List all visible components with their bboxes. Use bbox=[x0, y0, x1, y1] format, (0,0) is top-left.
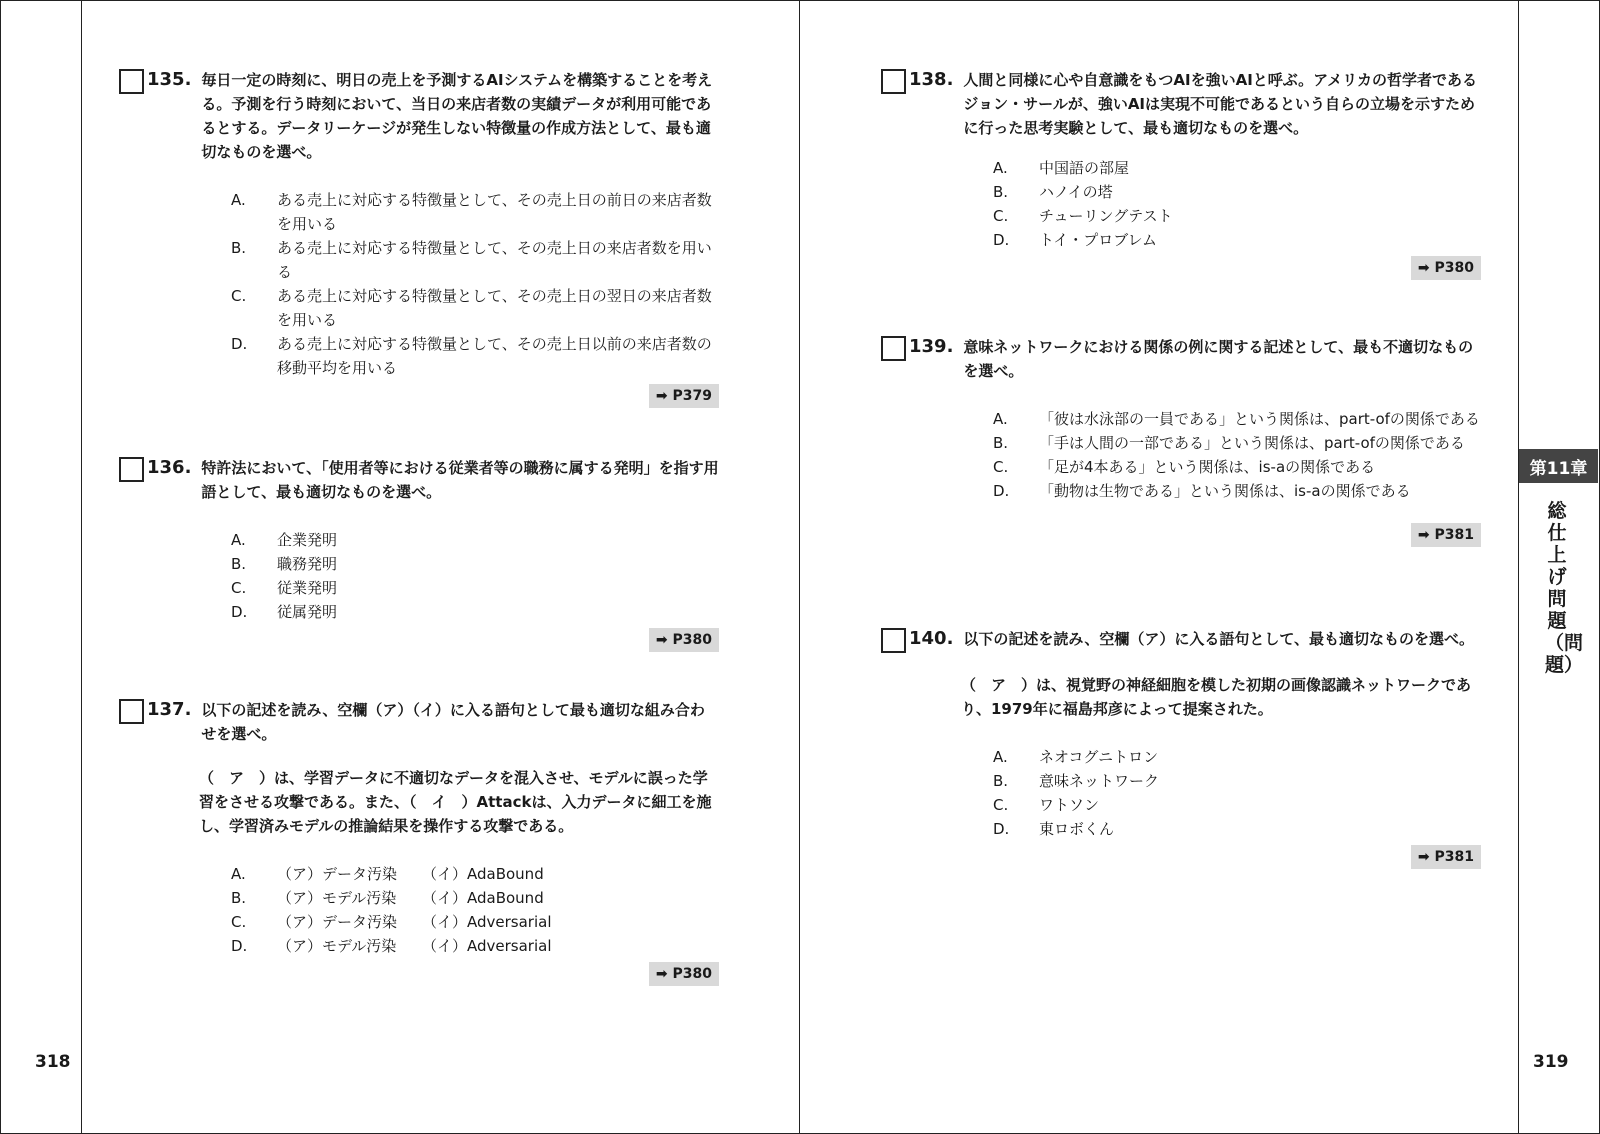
question-number: 139. bbox=[909, 336, 954, 357]
answer-option bbox=[230, 528, 719, 552]
question-139 bbox=[881, 335, 1481, 547]
answer-option bbox=[230, 576, 719, 600]
option-text: ワトソン bbox=[1039, 796, 1100, 814]
option-label: D. bbox=[993, 231, 1010, 249]
answer-option bbox=[992, 455, 1481, 479]
question-checkbox[interactable] bbox=[119, 699, 144, 724]
option-label: D. bbox=[231, 335, 248, 353]
question-136 bbox=[119, 456, 719, 652]
question-text: 人間と同様に心や自意識をもつAIを強いAIと呼ぶ。アメリカの哲学者であるジョン・サールが、強いAIは実現不可能であるという自らの立場を示すために行った思考実験として、最も適切なものを選べ。 bbox=[963, 71, 1478, 137]
option-label: C. bbox=[993, 458, 1009, 476]
option-a-term: （ア）データ汚染 bbox=[277, 913, 398, 931]
option-i-term: （イ）AdaBound bbox=[422, 865, 544, 883]
option-label: B. bbox=[993, 434, 1009, 452]
option-i-term: （イ）Adversarial bbox=[422, 937, 552, 955]
option-text: ネオコグニトロン bbox=[1039, 748, 1159, 766]
option-label: D. bbox=[231, 603, 248, 621]
question-number: 135. bbox=[147, 69, 192, 90]
question-number: 138. bbox=[909, 69, 954, 90]
answer-option bbox=[230, 188, 719, 236]
answer-option bbox=[992, 156, 1481, 180]
option-label: C. bbox=[231, 579, 247, 597]
option-label: D. bbox=[993, 482, 1010, 500]
option-label: A. bbox=[231, 865, 246, 883]
page-reference[interactable]: ➡ P381 bbox=[1411, 845, 1481, 869]
option-text: 企業発明 bbox=[277, 531, 338, 549]
answer-option bbox=[992, 204, 1481, 228]
option-text: ハノイの塔 bbox=[1039, 183, 1113, 201]
option-label: A. bbox=[993, 410, 1008, 428]
option-text: 職務発明 bbox=[277, 555, 338, 573]
chapter-tab: 第11章 bbox=[1519, 449, 1598, 483]
answer-options bbox=[230, 862, 719, 958]
answer-option bbox=[992, 180, 1481, 204]
option-label: B. bbox=[231, 555, 247, 573]
page-reference[interactable]: ➡ P380 bbox=[1411, 256, 1481, 280]
page-reference[interactable]: ➡ P380 bbox=[649, 628, 719, 652]
option-text: ある売上に対応する特徴量として、その売上日の前日の来店者数を用いる bbox=[277, 191, 712, 233]
left-margin-rule bbox=[81, 0, 82, 1134]
answer-option bbox=[230, 910, 719, 934]
answer-option bbox=[992, 407, 1481, 431]
answer-options bbox=[992, 745, 1481, 841]
answer-option bbox=[230, 236, 719, 284]
question-text: 以下の記述を読み、空欄（ア）に入る語句として、最も適切なものを選べ。 bbox=[963, 630, 1475, 648]
option-label: C. bbox=[231, 913, 247, 931]
answer-option bbox=[230, 934, 719, 958]
answer-option bbox=[992, 228, 1481, 252]
spine-rule bbox=[799, 0, 800, 1134]
option-text: ある売上に対応する特徴量として、その売上日の来店者数を用いる bbox=[277, 239, 712, 281]
answer-option bbox=[992, 479, 1481, 503]
right-margin-rule bbox=[1518, 0, 1519, 1134]
option-label: B. bbox=[231, 889, 247, 907]
answer-option bbox=[230, 332, 719, 380]
answer-options bbox=[992, 156, 1481, 252]
question-text: 特許法において、「使用者等における従業者等の職務に属する発明」を指す用語として、最も適切なものを選べ。 bbox=[201, 459, 719, 501]
option-text: 「動物は生物である」という関係は、is-aの関係である bbox=[1039, 482, 1411, 500]
page-reference[interactable]: ➡ P380 bbox=[649, 962, 719, 986]
question-checkbox[interactable] bbox=[119, 457, 144, 482]
option-text: 「彼は水泳部の一員である」という関係は、part-ofの関係である bbox=[1039, 410, 1480, 428]
answer-option bbox=[230, 886, 719, 910]
option-label: B. bbox=[993, 772, 1009, 790]
page-reference[interactable]: ➡ P381 bbox=[1411, 523, 1481, 547]
option-i-term: （イ）Adversarial bbox=[422, 913, 552, 931]
option-text: 「足が4本ある」という関係は、is-aの関係である bbox=[1039, 458, 1376, 476]
answer-option bbox=[230, 600, 719, 624]
question-text: 意味ネットワークにおける関係の例に関する記述として、最も不適切なものを選べ。 bbox=[963, 338, 1474, 380]
option-label: C. bbox=[993, 796, 1009, 814]
question-137 bbox=[119, 698, 719, 986]
option-text: 従業発明 bbox=[277, 579, 338, 597]
question-140 bbox=[881, 627, 1481, 869]
option-text: ある売上に対応する特徴量として、その売上日の翌日の来店者数を用いる bbox=[277, 287, 712, 329]
answer-option bbox=[992, 769, 1481, 793]
right-page-number: 319 bbox=[1533, 1052, 1569, 1072]
option-text: チューリングテスト bbox=[1039, 207, 1173, 225]
answer-options bbox=[230, 188, 719, 380]
option-text: ある売上に対応する特徴量として、その売上日以前の来店者数の移動平均を用いる bbox=[277, 335, 712, 377]
question-135 bbox=[119, 68, 719, 408]
question-passage: （ ア ）は、学習データに不適切なデータを混入させ、モデルに誤った学習をさせる攻撃である。また、（ イ ）Attackは、入力データに細工を施し、学習済みモデルの推論結果を操作する攻撃である。 bbox=[199, 769, 712, 835]
option-text: 中国語の部屋 bbox=[1039, 159, 1130, 177]
option-label: C. bbox=[993, 207, 1009, 225]
side-title: 総仕上げ問題（問題） bbox=[1545, 500, 1584, 676]
answer-options bbox=[992, 407, 1481, 503]
option-text: トイ・プロブレム bbox=[1039, 231, 1158, 249]
question-checkbox[interactable] bbox=[881, 628, 906, 653]
question-number: 137. bbox=[147, 699, 192, 720]
page-reference[interactable]: ➡ P379 bbox=[649, 384, 719, 408]
question-checkbox[interactable] bbox=[881, 336, 906, 361]
question-passage: （ ア ）は、視覚野の神経細胞を模した初期の画像認識ネットワークであり、1979年に福島邦彦によって提案された。 bbox=[961, 676, 1472, 718]
option-a-term: （ア）モデル汚染 bbox=[277, 889, 397, 907]
option-label: A. bbox=[231, 191, 246, 209]
answer-option bbox=[230, 552, 719, 576]
left-page-number: 318 bbox=[35, 1052, 71, 1072]
option-a-term: （ア）データ汚染 bbox=[277, 865, 398, 883]
answer-option bbox=[992, 817, 1481, 841]
option-label: A. bbox=[993, 159, 1008, 177]
question-checkbox[interactable] bbox=[881, 69, 906, 94]
option-label: A. bbox=[231, 531, 246, 549]
option-text: 「手は人間の一部である」という関係は、part-ofの関係である bbox=[1039, 434, 1465, 452]
option-label: D. bbox=[993, 820, 1010, 838]
option-a-term: （ア）モデル汚染 bbox=[277, 937, 397, 955]
answer-option bbox=[992, 793, 1481, 817]
answer-options bbox=[230, 528, 719, 624]
option-label: B. bbox=[231, 239, 247, 257]
option-text: 意味ネットワーク bbox=[1039, 772, 1160, 790]
question-number: 136. bbox=[147, 457, 192, 478]
question-text: 以下の記述を読み、空欄（ア）（イ）に入る語句として最も適切な組み合わせを選べ。 bbox=[201, 701, 705, 743]
option-text: 東ロボくん bbox=[1039, 820, 1115, 838]
answer-option bbox=[230, 862, 719, 886]
option-i-term: （イ）AdaBound bbox=[422, 889, 544, 907]
option-label: B. bbox=[993, 183, 1009, 201]
answer-option bbox=[230, 284, 719, 332]
option-text: 従属発明 bbox=[277, 603, 338, 621]
question-text: 毎日一定の時刻に、明日の売上を予測するAIシステムを構築することを考える。予測を行う時刻において、当日の来店者数の実績データが利用可能であるとする。データリーケージが発生しない特徴量の作成方法として、最も適切なものを選べ。 bbox=[201, 71, 713, 161]
answer-option bbox=[992, 745, 1481, 769]
question-checkbox[interactable] bbox=[119, 69, 144, 94]
answer-option bbox=[992, 431, 1481, 455]
question-138 bbox=[881, 68, 1481, 280]
option-label: C. bbox=[231, 287, 247, 305]
option-label: A. bbox=[993, 748, 1008, 766]
question-number: 140. bbox=[909, 628, 954, 649]
option-label: D. bbox=[231, 937, 248, 955]
